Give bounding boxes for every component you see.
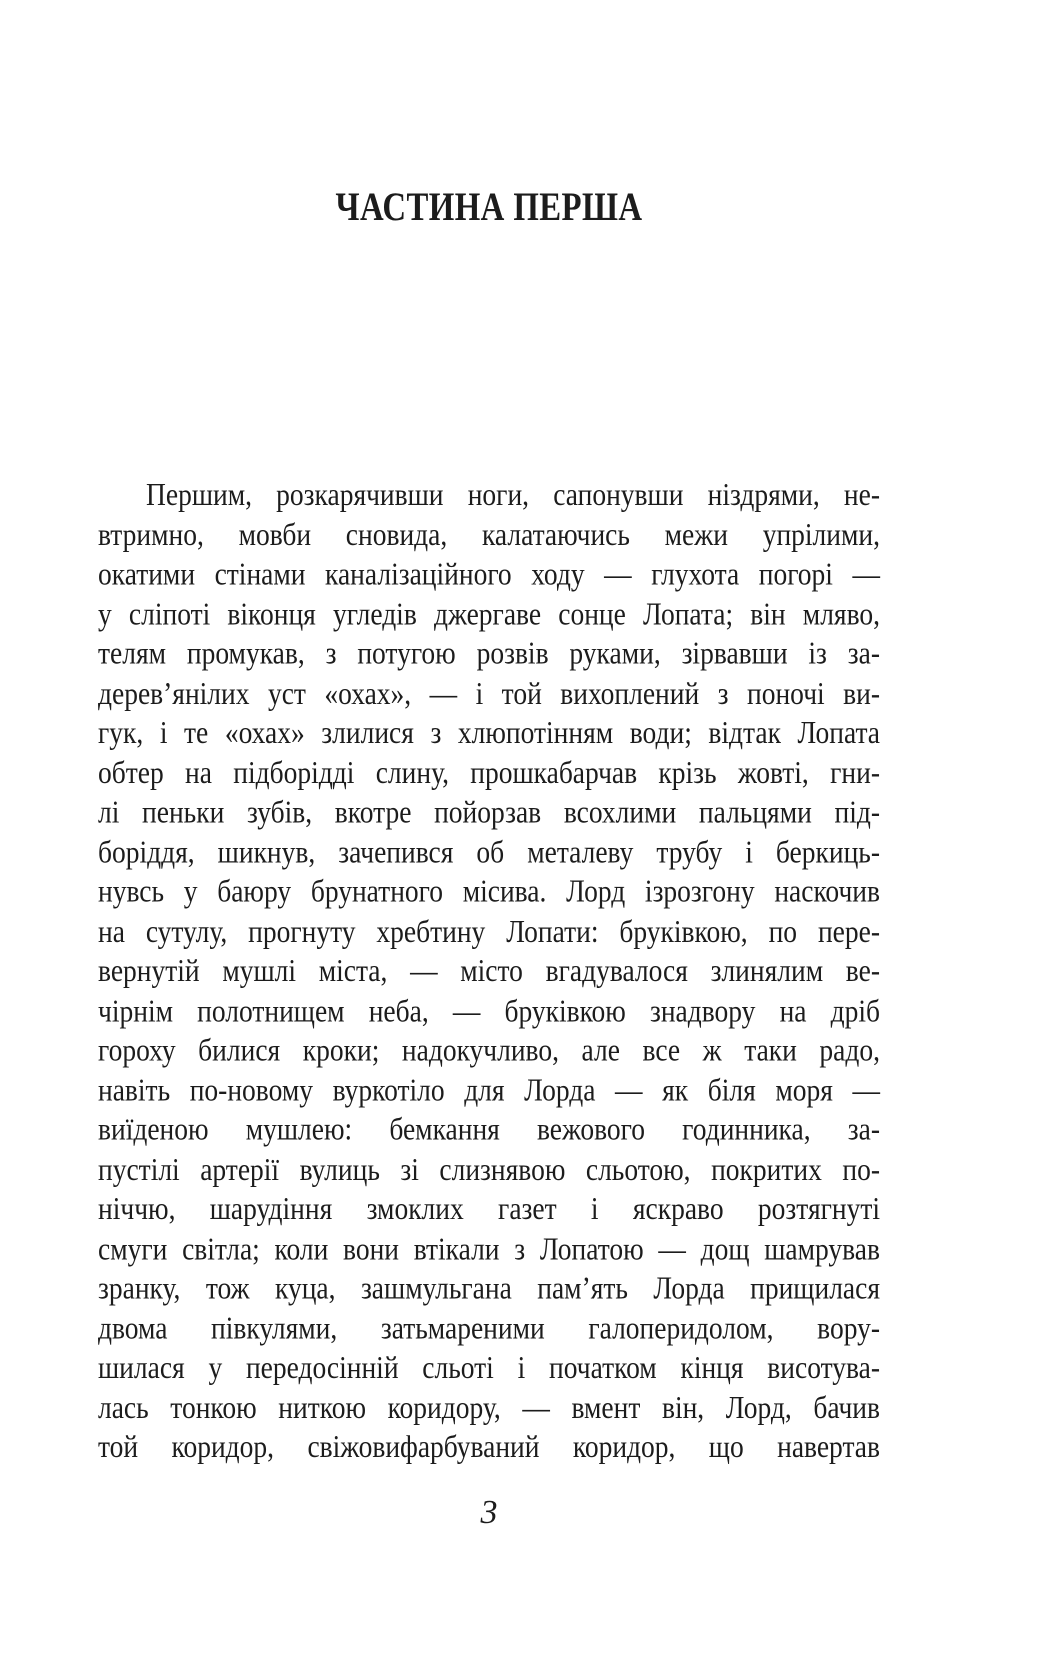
text-line: Першим, розкарячивши ноги, сапонувши ніздрями, не- (146, 476, 880, 512)
text-line: зранку, тож куца, зашмульгана пам’ять Лорда прищилася (98, 1269, 880, 1306)
text-line: навіть по-новому вуркотіло для Лорда — як біля моря — (98, 1071, 880, 1107)
body-paragraph (98, 475, 880, 1467)
chapter-title: ЧАСТИНА ПЕРША (335, 183, 643, 229)
text-line: смуги світла; коли вони втікали з Лопатою — дощ шамрував (98, 1229, 880, 1266)
text-line: шилася у передосінній сльоті і початком кінця висотува- (98, 1349, 880, 1385)
text-line: боріддя, шикнув, зачепився об металеву трубу і беркиць- (98, 833, 880, 869)
text-line: гук, і те «охах» злилися з хлюпотінням води; відтак Лопата (98, 714, 880, 750)
text-line: чірнім полотнищем неба, — бруківкою знадвору на дріб (98, 991, 880, 1028)
text-line: лі пеньки зубів, вкотре пойорзав всохлими пальцями під- (98, 793, 880, 830)
text-line: телям промукав, з потугою розвів руками, зірвавши із за- (98, 634, 880, 671)
text-line: дерев’янілих уст «охах», — і той вихоплений з поночі ви- (98, 674, 880, 711)
text-line: втримно, мовби сновида, калатаючись межи упрілими, (98, 515, 880, 552)
text-line: той коридор, свіжовифарбуваний коридор, що навертав (98, 1428, 880, 1464)
text-line: на сутулу, прогнуту хребтину Лопати: бруківкою, по пере- (98, 912, 880, 949)
page-number: 3 (480, 1494, 498, 1531)
text-line: ніччю, шарудіння змоклих газет і яскраво розтягнуті (98, 1190, 880, 1226)
text-line: окатими стінами каналізаційного ходу — глухота погорі — (98, 555, 880, 592)
text-line: вернутій мушлі міста, — місто вгадувалося злинялим ве- (98, 952, 880, 988)
text-line: виїденою мушлею: бемкання вежового годинника, за- (98, 1110, 880, 1147)
text-line: двома півкулями, затьмареними галоперидолом, вору- (98, 1309, 880, 1345)
text-line: лась тонкою ниткою коридору, — вмент він, Лорд, бачив (98, 1388, 880, 1425)
text-line: нувсь у баюру брунатного місива. Лорд ізрозгону наскочив (98, 872, 880, 909)
text-line: обтер на підборідді слину, прошкабарчав крізь жовті, гни- (98, 753, 880, 790)
text-line: у сліпоті віконця угледів джергаве сонце Лопата; він мляво, (98, 595, 880, 631)
text-line: гороху билися кроки; надокучливо, але все ж таки радо, (98, 1031, 880, 1068)
text-line: пустілі артерії вулиць зі слизнявою сльотою, покритих по- (98, 1150, 880, 1187)
